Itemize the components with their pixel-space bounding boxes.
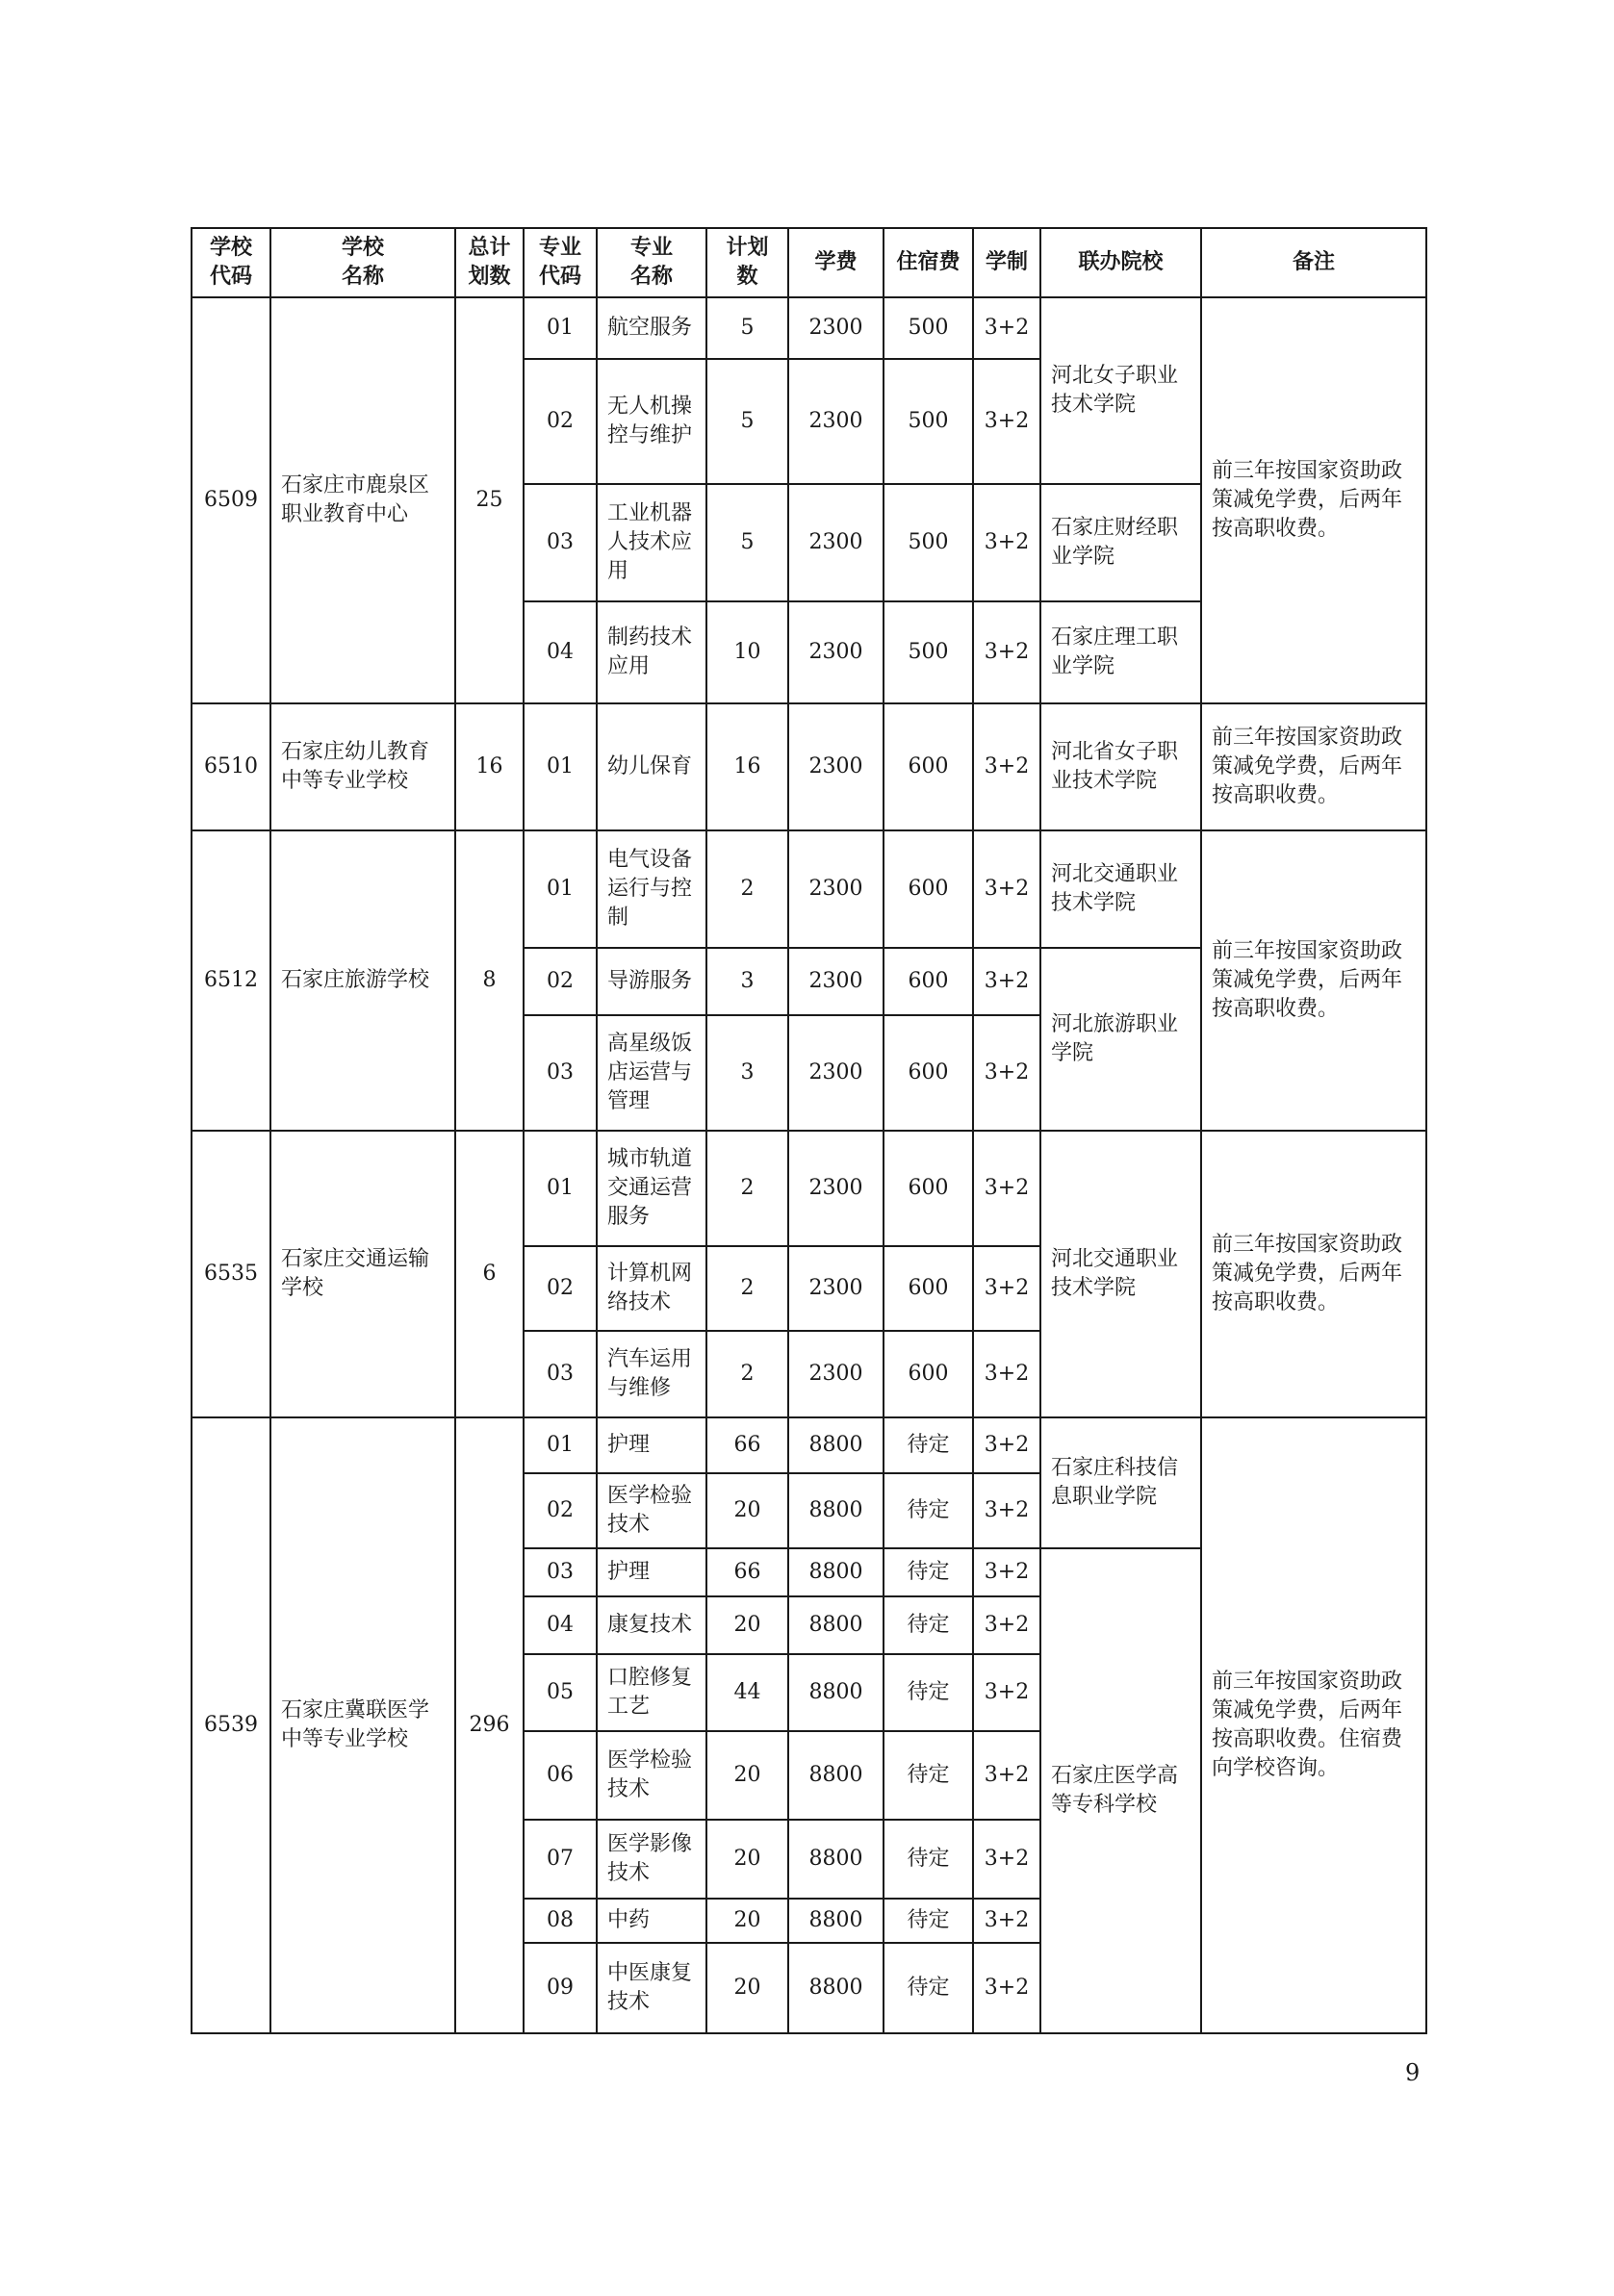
major-name: 医学检验技术: [597, 1731, 706, 1820]
plan-count: 3: [706, 948, 788, 1015]
header-dorm-fee: 住宿费: [884, 228, 973, 297]
tuition: 8800: [788, 1820, 884, 1899]
major-code: 01: [524, 830, 597, 948]
major-code: 02: [524, 948, 597, 1015]
school-system: 3+2: [973, 601, 1040, 703]
school-system: 3+2: [973, 1596, 1040, 1654]
plan-count: 66: [706, 1417, 788, 1473]
school-name: 石家庄旅游学校: [270, 830, 455, 1131]
plan-count: 20: [706, 1473, 788, 1548]
tuition: 8800: [788, 1548, 884, 1596]
school-system: 3+2: [973, 1654, 1040, 1731]
tuition: 2300: [788, 1131, 884, 1246]
major-name: 口腔修复工艺: [597, 1654, 706, 1731]
major-name: 汽车运用与维修: [597, 1331, 706, 1417]
tuition: 8800: [788, 1731, 884, 1820]
enrollment-table: [191, 227, 1427, 2034]
plan-count: 20: [706, 1731, 788, 1820]
school-system: 3+2: [973, 1548, 1040, 1596]
major-name: 无人机操控与维护: [597, 359, 706, 484]
plan-count: 16: [706, 703, 788, 830]
school-system: 3+2: [973, 948, 1040, 1015]
tuition: 2300: [788, 1015, 884, 1131]
table-row: [192, 703, 1426, 830]
plan-count: 5: [706, 359, 788, 484]
partner-college: 河北交通职业技术学院: [1040, 1131, 1201, 1417]
remarks: 前三年按国家资助政策减免学费，后两年按高职收费。: [1201, 1131, 1426, 1417]
plan-count: 20: [706, 1596, 788, 1654]
plan-count: 2: [706, 1331, 788, 1417]
major-name: 医学检验技术: [597, 1473, 706, 1548]
major-name: 航空服务: [597, 297, 706, 359]
tuition: 2300: [788, 484, 884, 601]
plan-count: 2: [706, 1246, 788, 1331]
total-plan: 25: [455, 297, 524, 703]
school-system: 3+2: [973, 1473, 1040, 1548]
remarks: 前三年按国家资助政策减免学费，后两年按高职收费。: [1201, 703, 1426, 830]
major-code: 01: [524, 1131, 597, 1246]
dorm-fee: 待定: [884, 1473, 973, 1548]
partner-college: 石家庄医学高等专科学校: [1040, 1548, 1201, 2033]
table-row: [192, 1131, 1426, 1246]
dorm-fee: 待定: [884, 1417, 973, 1473]
dorm-fee: 500: [884, 601, 973, 703]
header-major-code: 专业 代码: [524, 228, 597, 297]
plan-count: 66: [706, 1548, 788, 1596]
partner-college: 河北女子职业技术学院: [1040, 297, 1201, 484]
table-row: [192, 1417, 1426, 1473]
tuition: 2300: [788, 1246, 884, 1331]
tuition: 2300: [788, 703, 884, 830]
dorm-fee: 600: [884, 1331, 973, 1417]
school-name: 石家庄冀联医学中等专业学校: [270, 1417, 455, 2033]
partner-college: 石家庄理工职业学院: [1040, 601, 1201, 703]
header-tuition: 学费: [788, 228, 884, 297]
major-name: 城市轨道交通运营服务: [597, 1131, 706, 1246]
major-code: 04: [524, 1596, 597, 1654]
major-code: 09: [524, 1943, 597, 2033]
dorm-fee: 600: [884, 1015, 973, 1131]
tuition: 8800: [788, 1596, 884, 1654]
school-code: 6539: [192, 1417, 270, 2033]
school-system: 3+2: [973, 1820, 1040, 1899]
major-name: 工业机器人技术应用: [597, 484, 706, 601]
plan-count: 20: [706, 1899, 788, 1943]
tuition: 8800: [788, 1417, 884, 1473]
school-system: 3+2: [973, 1331, 1040, 1417]
plan-count: 20: [706, 1943, 788, 2033]
remarks: 前三年按国家资助政策减免学费，后两年按高职收费。: [1201, 830, 1426, 1131]
tuition: 2300: [788, 359, 884, 484]
dorm-fee: 600: [884, 948, 973, 1015]
school-system: 3+2: [973, 359, 1040, 484]
school-name: 石家庄幼儿教育中等专业学校: [270, 703, 455, 830]
tuition: 8800: [788, 1473, 884, 1548]
header-system: 学制: [973, 228, 1040, 297]
dorm-fee: 600: [884, 1131, 973, 1246]
major-code: 08: [524, 1899, 597, 1943]
total-plan: 296: [455, 1417, 524, 2033]
dorm-fee: 待定: [884, 1731, 973, 1820]
school-system: 3+2: [973, 1943, 1040, 2033]
plan-count: 5: [706, 484, 788, 601]
major-name: 高星级饭店运营与管理: [597, 1015, 706, 1131]
major-code: 06: [524, 1731, 597, 1820]
dorm-fee: 待定: [884, 1899, 973, 1943]
major-code: 03: [524, 1331, 597, 1417]
dorm-fee: 待定: [884, 1943, 973, 2033]
plan-count: 5: [706, 297, 788, 359]
plan-count: 20: [706, 1820, 788, 1899]
school-code: 6509: [192, 297, 270, 703]
tuition: 2300: [788, 297, 884, 359]
plan-count: 2: [706, 830, 788, 948]
major-code: 01: [524, 297, 597, 359]
major-name: 电气设备运行与控制: [597, 830, 706, 948]
major-code: 01: [524, 1417, 597, 1473]
dorm-fee: 500: [884, 484, 973, 601]
school-system: 3+2: [973, 1731, 1040, 1820]
major-code: 01: [524, 703, 597, 830]
school-system: 3+2: [973, 1899, 1040, 1943]
school-system: 3+2: [973, 297, 1040, 359]
tuition: 8800: [788, 1899, 884, 1943]
school-name: 石家庄市鹿泉区职业教育中心: [270, 297, 455, 703]
school-system: 3+2: [973, 1015, 1040, 1131]
major-code: 05: [524, 1654, 597, 1731]
school-code: 6535: [192, 1131, 270, 1417]
major-code: 02: [524, 1246, 597, 1331]
major-name: 计算机网络技术: [597, 1246, 706, 1331]
tuition: 2300: [788, 830, 884, 948]
plan-count: 3: [706, 1015, 788, 1131]
partner-college: 河北交通职业技术学院: [1040, 830, 1201, 948]
total-plan: 6: [455, 1131, 524, 1417]
partner-college: 石家庄财经职业学院: [1040, 484, 1201, 601]
dorm-fee: 600: [884, 1246, 973, 1331]
plan-count: 44: [706, 1654, 788, 1731]
tuition: 2300: [788, 948, 884, 1015]
header-school-name: 学校 名称: [270, 228, 455, 297]
table-row: [192, 297, 1426, 359]
major-name: 护理: [597, 1548, 706, 1596]
dorm-fee: 待定: [884, 1596, 973, 1654]
major-name: 中医康复技术: [597, 1943, 706, 2033]
major-code: 07: [524, 1820, 597, 1899]
school-name: 石家庄交通运输学校: [270, 1131, 455, 1417]
tuition: 8800: [788, 1943, 884, 2033]
major-code: 02: [524, 359, 597, 484]
partner-college: 河北省女子职业技术学院: [1040, 703, 1201, 830]
tuition: 2300: [788, 1331, 884, 1417]
major-code: 03: [524, 484, 597, 601]
school-system: 3+2: [973, 1246, 1040, 1331]
dorm-fee: 待定: [884, 1820, 973, 1899]
plan-count: 10: [706, 601, 788, 703]
major-name: 幼儿保育: [597, 703, 706, 830]
school-system: 3+2: [973, 830, 1040, 948]
dorm-fee: 待定: [884, 1548, 973, 1596]
tuition: 2300: [788, 601, 884, 703]
school-system: 3+2: [973, 484, 1040, 601]
total-plan: 8: [455, 830, 524, 1131]
table-row: [192, 830, 1426, 948]
school-code: 6510: [192, 703, 270, 830]
school-system: 3+2: [973, 1417, 1040, 1473]
major-code: 03: [524, 1015, 597, 1131]
dorm-fee: 600: [884, 830, 973, 948]
major-code: 04: [524, 601, 597, 703]
header-school-code: 学校 代码: [192, 228, 270, 297]
page-number: 9: [1405, 2059, 1421, 2086]
header-plan: 计划数: [706, 228, 788, 297]
major-name: 护理: [597, 1417, 706, 1473]
header-row: [192, 228, 1426, 297]
header-total-plan: 总计 划数: [455, 228, 524, 297]
dorm-fee: 500: [884, 359, 973, 484]
dorm-fee: 待定: [884, 1654, 973, 1731]
major-name: 医学影像技术: [597, 1820, 706, 1899]
dorm-fee: 600: [884, 703, 973, 830]
remarks: 前三年按国家资助政策减免学费，后两年按高职收费。住宿费向学校咨询。: [1201, 1417, 1426, 2033]
partner-college: 石家庄科技信息职业学院: [1040, 1417, 1201, 1548]
school-code: 6512: [192, 830, 270, 1131]
major-name: 康复技术: [597, 1596, 706, 1654]
school-system: 3+2: [973, 703, 1040, 830]
major-code: 03: [524, 1548, 597, 1596]
header-major-name: 专业 名称: [597, 228, 706, 297]
major-name: 导游服务: [597, 948, 706, 1015]
partner-college: 河北旅游职业学院: [1040, 948, 1201, 1131]
header-remarks: 备注: [1201, 228, 1426, 297]
header-partner: 联办院校: [1040, 228, 1201, 297]
total-plan: 16: [455, 703, 524, 830]
remarks: 前三年按国家资助政策减免学费，后两年按高职收费。: [1201, 297, 1426, 703]
major-name: 制药技术应用: [597, 601, 706, 703]
tuition: 8800: [788, 1654, 884, 1731]
dorm-fee: 500: [884, 297, 973, 359]
major-code: 02: [524, 1473, 597, 1548]
school-system: 3+2: [973, 1131, 1040, 1246]
plan-count: 2: [706, 1131, 788, 1246]
major-name: 中药: [597, 1899, 706, 1943]
